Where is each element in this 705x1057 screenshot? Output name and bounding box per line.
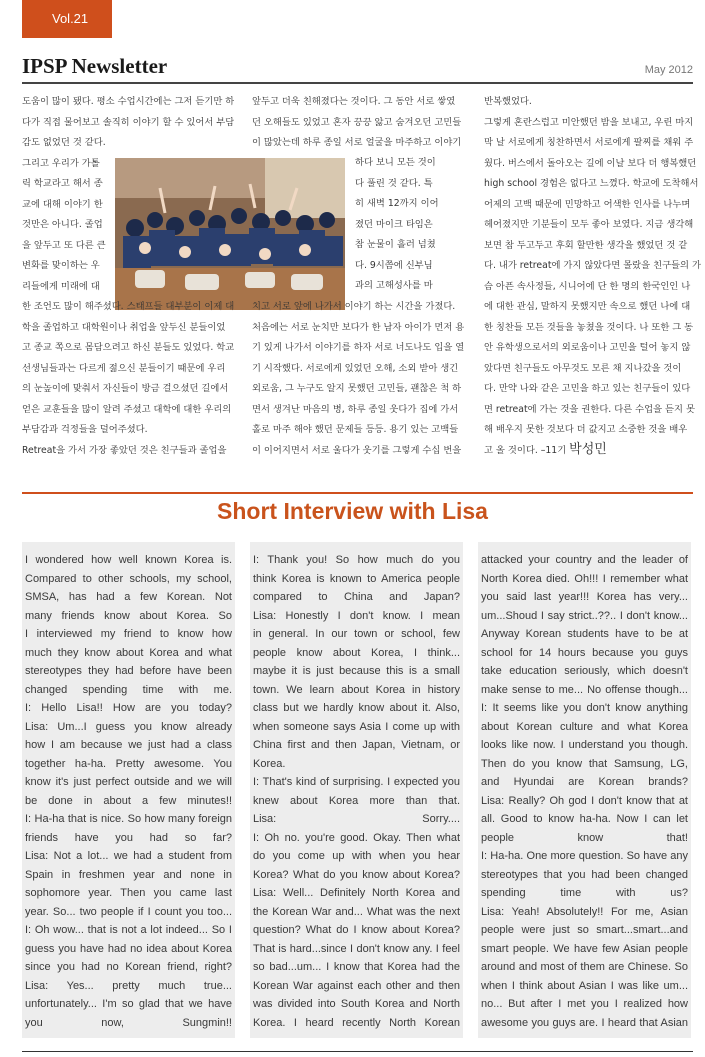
text-line: town. We learn about Korea in history (253, 683, 460, 696)
text-line: Lisa: Really? Oh god I don't know that at (481, 794, 688, 807)
text-line: school for 14 hours because you guys (481, 646, 688, 659)
newsletter-title: IPSP Newsletter (22, 54, 168, 78)
text-line: Retreat을 가서 가장 좋았던 것은 친구들과 졸업을 (22, 444, 227, 456)
text-line: 한 조언도 많이 해주셨다. 스태프들 대부분이 이제 대 (22, 301, 235, 312)
text-line: 다가 직접 물어보고 솔직히 이야기 할 수 있어서 부담 (22, 116, 235, 128)
interview-column-3 (478, 542, 691, 1038)
text-line: 하다 보니 모든 것이 (355, 157, 436, 168)
article-column-2-bottom (252, 297, 464, 461)
text-line: 의 눈높이에 맞춰서 자신들이 방금 걸으셨던 길에서 (22, 383, 229, 394)
text-line: unfortunately... I'm so glad that we have (25, 998, 232, 1010)
text-line: 기 시작했다. 서로에게 있었던 오해, 소외 받아 생긴 (252, 362, 459, 374)
text-line: much they know about Korea and what (25, 646, 232, 659)
text-line: Lisa: Yes... pretty much true... (25, 979, 232, 992)
text-line: knew about Korea more than that. (253, 794, 460, 807)
text-line: friends have you had so far? (25, 831, 232, 844)
text-line: China first and then Japan, Vietnam, or (253, 739, 460, 751)
text-line: 변화를 맞이하는 우 (22, 260, 100, 271)
text-line: Korea. (253, 757, 286, 770)
text-line: you now, Sungmin!! (25, 1016, 232, 1029)
text-line: 히 새벽 12까지 이어 (355, 198, 439, 209)
text-line: take education seriously, which doesn't (481, 665, 688, 677)
text-line: 도움이 많이 됐다. 평소 수업시간에는 그저 듣기만 하 (22, 96, 235, 107)
text-line: SMSA, has had a few Korean. Not (25, 591, 232, 603)
group-photo (115, 158, 345, 310)
interview-title: Short Interview with Lisa (217, 498, 488, 524)
issue-date: May 2012 (644, 64, 693, 76)
text-line: all. Good to know ha-ha. Now I can let (481, 813, 688, 825)
text-line: 이 많았는데 하루 종일 서로 얼굴을 마주하고 이야기 (252, 137, 462, 148)
text-line: 어제의 고백 때문에 민망하고 어색한 인사를 나누며 (484, 198, 691, 210)
text-line: 학을 졸업하고 대학원이나 취업을 앞두신 분들이었 (22, 321, 226, 333)
text-line: Lisa: Not a lot... we had a student from (25, 850, 232, 862)
interview-column-2 (250, 542, 463, 1038)
text-line: class but we hardly know about it. Also, (253, 702, 460, 714)
text-line: 앞두고 더욱 친해졌다는 것이다. 그 동안 서로 쌓였 (252, 96, 456, 107)
text-line: 교에 대해 이야기 한 (22, 198, 103, 210)
text-line: Lisa: Yeah! Absolutely!! For me, Asian (481, 905, 688, 918)
section-divider (22, 492, 693, 494)
text-line: Compared to other schools, my school, (25, 572, 232, 585)
text-line: and Hyundai are Korean brands? (481, 776, 688, 788)
text-line: when I think about Asian I was like um... (481, 979, 688, 992)
text-line: 막 날 서로에게 칭찬하면서 서로에게 팔찌를 채워 주 (484, 137, 694, 148)
text-line: 졌던 마이크 타임은 (355, 218, 433, 230)
text-line: together ha-ha. Pretty awesome. You (25, 757, 232, 770)
text-line: North Korea died. Oh!!! I remember what (481, 572, 688, 585)
text-line: you said last year!!! Korea has very... (481, 591, 688, 603)
text-line: year. So... two people if I count you too... (25, 905, 232, 918)
text-line: stereotypes they had before have been (25, 665, 232, 677)
text-line: 을 앞두고 또 다른 큰 (22, 239, 106, 251)
text-line: maybe it is just because this is a small (253, 665, 460, 677)
text-line: That is hard...since I don't know any. I feel (253, 942, 460, 955)
text-line: I: That's kind of surprising. I expected you (253, 776, 460, 788)
text-line: I: Ha-ha that is nice. So how many foreign (25, 813, 232, 825)
text-line: um...Shoud I say strict..??.. I don't know... (481, 609, 688, 622)
text-line: I: Ha-ha. One more question. So have any (481, 850, 688, 862)
text-line: no... But after I met you I realized how (481, 998, 688, 1010)
text-line: make sense to me... No offense though... (481, 683, 688, 696)
text-line: 것만은 아니다. 졸업 (22, 219, 103, 230)
text-line: 참 눈물이 흘러 넘쳤 (355, 239, 436, 250)
text-line: 헤어졌지만 기분들이 모두 좋아 보였다. 지금 생각해 (484, 219, 694, 230)
text-line: 해 배우지 못한 것보다 더 값지고 소중한 것을 배우 (484, 424, 688, 435)
text-line: 얻은 교훈들을 많이 알려 주셨고 대학에 대한 우리의 (22, 403, 232, 415)
text-line: 고 종교 쪽으로 몸담으려고 하신 분들도 있었다. 학교 (22, 342, 235, 353)
text-line: 감도 없었던 것 같다. (22, 137, 106, 148)
interview-column-1 (22, 542, 235, 1038)
text-line: I: Oh no. you're good. Okay. Then what (253, 831, 460, 844)
text-line: people know that! (481, 831, 688, 844)
author-signature: 박성민 (569, 442, 607, 457)
text-line: so bad...um... I know that Korea had the (253, 961, 460, 973)
article-column-2-top (252, 92, 461, 154)
text-line: Anyway Korean students have to be at (481, 628, 688, 640)
text-line: 슴 아픈 속사정들, 시니어에 단 한 명의 한국인인 나 (484, 280, 691, 292)
text-line: spending time with us? (481, 887, 688, 899)
text-line: think Korea is known to America people (253, 572, 460, 585)
text-line: around and most of them are Chinese. So (481, 961, 688, 973)
text-line: was divided into South Korea and North (253, 998, 460, 1010)
text-line: I: Hello Lisa!! How are you today? (25, 702, 232, 714)
text-line: Then do you know that Samsung, LG, (481, 757, 688, 770)
text-line: high school 경험은 없다고 느꼈다. 학교에 도착해서 (484, 178, 699, 189)
text-line: 았다면 친구들도 아무것도 모른 채 지나갔을 것이 (484, 362, 682, 374)
article-closing-line (484, 440, 607, 461)
text-line: many friends know about Korea. So (25, 609, 232, 622)
volume-tab (22, 0, 112, 38)
text-line: attacked your country and the leader of (481, 554, 688, 566)
text-line: 이 이어지면서 서로 울다가 웃기를 그렇게 수십 번을 (252, 444, 462, 456)
text-line: 치고 서로 앞에 나가서 이야기 하는 시간을 가졌다. (252, 301, 456, 312)
volume-label: Vol.21 (52, 11, 89, 26)
text-line: 다. 내가 retreat에 가지 않았다면 몰랐을 친구들의 가 (484, 260, 701, 271)
text-line: 반복했었다. (484, 96, 532, 107)
text-line: how I am because we just had a class (25, 739, 232, 751)
text-line: looks like now. I understand you though. (481, 739, 688, 751)
text-line: 던 오해들도 있었고 혼자 끙끙 앓고 숨겨오던 고민들 (252, 116, 462, 128)
text-line: be done in about a few minutes!! (25, 794, 232, 807)
text-line: Korea? What do you know about Korea? (253, 868, 460, 881)
text-line: 에 대한 관심, 말하지 못했지만 속으로 했던 나에 대 (484, 301, 691, 312)
article-column-3 (484, 92, 701, 441)
text-line: 웠다. 버스에서 돌아오는 길에 이날 보다 더 행복했던 (484, 157, 697, 169)
text-line: Lisa: Sorry.... (253, 813, 460, 825)
text-line: when someone says Asia I come up with (253, 720, 460, 733)
text-line: sophomore year. Then you came last (25, 887, 232, 899)
text-line: I: It seems like you don't know anything (481, 702, 688, 714)
group-photo-image (115, 158, 345, 310)
text-line: 그렇게 혼란스럽고 미안했던 밤을 보내고, 우린 마지 (484, 116, 694, 128)
text-line: 다 풀린 것 같다. 특 (355, 177, 433, 189)
text-line: 안 유학생으로서의 외로움이나 고민을 털어 놓지 않 (484, 342, 691, 353)
text-line: compared to China and Japan? (253, 591, 460, 603)
text-line: 보면 참 두고두고 후회 할만한 생각을 했었던 것 같 (484, 239, 688, 251)
text-line: Korea. I heard recently North Korean (253, 1016, 460, 1029)
text-line: do you come up with when you hear (253, 850, 460, 862)
text-line: the Korean War and... What was the next (253, 905, 460, 918)
text-line: 처음에는 서로 눈치만 보다가 한 남자 아이가 먼저 용 (252, 321, 465, 333)
text-line: I wondered how well known Korea is. (25, 554, 232, 566)
article-column-2-beside-photo (355, 153, 439, 297)
text-line: 면 retreat에 가는 것을 권한다. 다른 수업을 듣지 못 (484, 403, 695, 415)
masthead-divider (22, 82, 693, 84)
text-line: 선생님들과는 다르게 젊으신 분들이기 때문에 우리 (22, 362, 226, 374)
text-line: 리들에게 미래에 대 (22, 280, 100, 292)
text-line: 부담감과 걱정들을 덜어주셨다. (22, 424, 148, 435)
text-line: 기 있게 나가서 이야기를 하자 서로 너도나도 입을 열 (252, 342, 465, 353)
text-line: smart people. We have few Asian people (481, 942, 688, 955)
text-line: stereotypes that you had been changed (481, 868, 688, 881)
text-line: 다. 만약 나와 같은 고민을 하고 있는 친구들이 있다 (484, 383, 691, 394)
text-line: 릭 학교라고 해서 종 (22, 178, 103, 189)
text-line: 면서 생겨난 마음의 병, 하루 종일 웃다가 집에 가서 (252, 403, 459, 415)
text-line: 그리고 우리가 가톨 (22, 157, 100, 169)
text-line: guess you have had no idea about Korea (25, 942, 232, 955)
text-line: I interviewed my friend to know how (25, 628, 232, 640)
text-line: I: Oh wow... that is not a lot indeed... So I (25, 924, 232, 936)
text-line: Spain in freshmen year and none in (25, 868, 232, 881)
text-line: awesome you guys are. I heard that Asian (481, 1016, 688, 1029)
text-line: people were just so smart...smart...and (481, 924, 688, 936)
text-line: changed spending time with me. (25, 683, 232, 696)
article-column-1-bottom (22, 297, 234, 461)
text-line: 한 칭찬들 모든 것들을 놓쳤을 것이다. 나 또한 그 동 (484, 321, 694, 333)
text-line: about Korean culture and what Korea (481, 720, 688, 733)
text-line: Lisa: Well... Definitely North Korea and (253, 887, 460, 899)
text-line: people know about Korea, I think... (253, 646, 460, 659)
text-line: Lisa: Honestly I don't know. I mean (253, 609, 460, 622)
text-line: since you had no Korean friend, right? (25, 961, 232, 973)
footer-divider (22, 1051, 693, 1052)
text-line: Korean War against each other and then (253, 979, 460, 992)
text-line: 홀로 마주 해야 했던 문제들 등등. 용기 있는 고백들 (252, 424, 459, 435)
text-line: Lisa: Um...I guess you know already (25, 720, 232, 733)
text-line: question? What do I know about Korea? (253, 924, 460, 936)
text-line: in general. In our town or school, few (253, 628, 460, 640)
closing-text: 고 올 것이다. –11기 (484, 445, 567, 456)
text-line: 과의 고해성사를 마 (355, 280, 433, 291)
text-line: know it's just perfect outside and we will (25, 776, 232, 788)
text-line: 다. 9시쯤에 신부님 (355, 259, 433, 271)
text-line: 외로움, 그 누구도 알지 못했던 고민들, 괜찮은 척 하 (252, 383, 462, 394)
text-line: I: Thank you! So how much do you (253, 554, 460, 566)
